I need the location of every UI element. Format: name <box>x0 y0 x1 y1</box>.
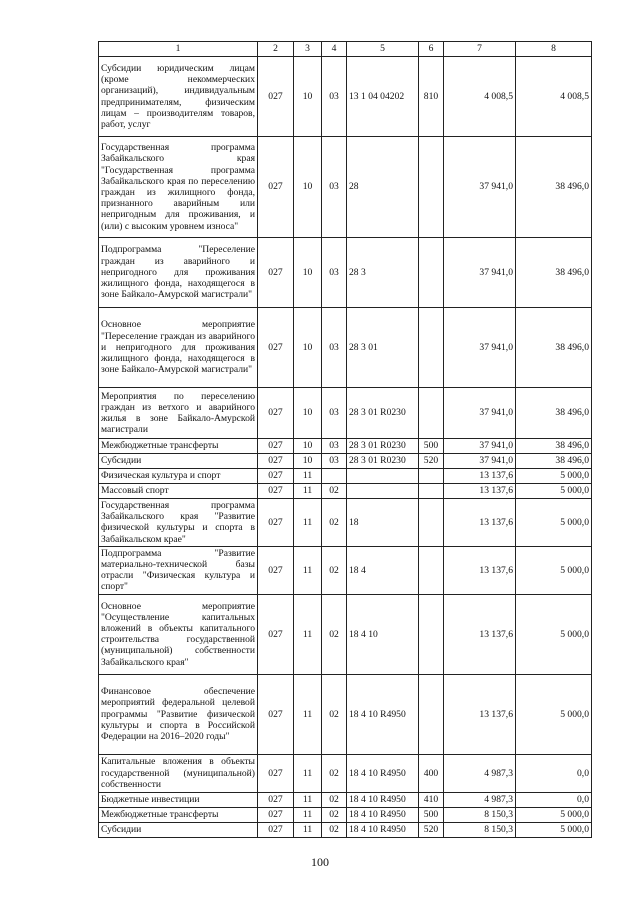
row-vr-code <box>419 388 444 439</box>
row-csr-code: 28 3 <box>347 238 419 308</box>
table-row <box>99 238 592 308</box>
table-row <box>99 594 592 674</box>
row-amount-col7: 4 987,3 <box>444 754 516 792</box>
row-name: Государственная программа Забайкальского края "Государственная программа Забайкальского края по переселению граждан из жилищного фонда, признанного аварийным или непригодным для проживания, и (или) с высоким уровнем износа" <box>99 137 258 238</box>
row-amount-col7: 37 941,0 <box>444 388 516 439</box>
row-pr-code: 03 <box>322 439 347 454</box>
row-csr-code: 18 <box>347 499 419 547</box>
table-row <box>99 469 592 484</box>
table-row <box>99 546 592 594</box>
row-pr-code: 03 <box>322 137 347 238</box>
row-amount-col7: 13 137,6 <box>444 674 516 754</box>
page-number: 100 <box>311 855 329 869</box>
row-name: Физическая культура и спорт <box>99 469 258 484</box>
row-name: Субсидии юридическим лицам (кроме некоммерческих организаций), индивидуальным предпринимателям, физическим лицам – производителям товаров, работ, услуг <box>99 57 258 137</box>
row-amount-col8: 38 496,0 <box>516 137 592 238</box>
row-pr-code <box>322 469 347 484</box>
table-row <box>99 137 592 238</box>
row-csr-code: 28 <box>347 137 419 238</box>
row-pr-code: 02 <box>322 674 347 754</box>
row-name: Подпрограмма "Развитие материально-технической базы отрасли "Физическая культура и спорт" <box>99 546 258 594</box>
header-col-5: 5 <box>347 42 419 57</box>
table-row <box>99 674 592 754</box>
header-col-1: 1 <box>99 42 258 57</box>
header-col-3: 3 <box>294 42 322 57</box>
row-amount-col8: 38 496,0 <box>516 454 592 469</box>
table-row <box>99 388 592 439</box>
table-row <box>99 439 592 454</box>
row-pr-code: 02 <box>322 484 347 499</box>
row-name: Подпрограмма "Переселение граждан из аварийного и непригодного для проживания жилищного фонда, находящегося в зоне Байкало-Амурской магистрали" <box>99 238 258 308</box>
row-gr-code: 027 <box>258 822 294 837</box>
row-vr-code: 500 <box>419 439 444 454</box>
row-amount-col7: 13 137,6 <box>444 469 516 484</box>
row-amount-col7: 13 137,6 <box>444 594 516 674</box>
row-gr-code: 027 <box>258 388 294 439</box>
table-row <box>99 807 592 822</box>
row-pr-code: 03 <box>322 238 347 308</box>
row-name: Основное мероприятие "Переселение граждан из аварийного и непригодного для проживания жилищного фонда, находящегося в зоне Байкало-Амурской магистрали" <box>99 308 258 388</box>
row-csr-code: 13 1 04 04202 <box>347 57 419 137</box>
row-vr-code <box>419 484 444 499</box>
row-rz-code: 10 <box>294 238 322 308</box>
row-vr-code <box>419 674 444 754</box>
row-csr-code: 18 4 10 R4950 <box>347 754 419 792</box>
row-rz-code: 11 <box>294 484 322 499</box>
row-csr-code: 18 4 <box>347 546 419 594</box>
row-rz-code: 11 <box>294 754 322 792</box>
row-csr-code: 18 4 10 R4950 <box>347 792 419 807</box>
row-name: Государственная программа Забайкальского края "Развитие физической культуры и спорта в Забайкальском крае" <box>99 499 258 547</box>
row-name: Межбюджетные трансферты <box>99 807 258 822</box>
row-pr-code: 03 <box>322 454 347 469</box>
row-gr-code: 027 <box>258 499 294 547</box>
row-amount-col8: 0,0 <box>516 754 592 792</box>
row-csr-code: 28 3 01 <box>347 308 419 388</box>
row-amount-col8: 0,0 <box>516 792 592 807</box>
row-rz-code: 11 <box>294 822 322 837</box>
row-pr-code: 02 <box>322 594 347 674</box>
row-gr-code: 027 <box>258 57 294 137</box>
row-rz-code: 11 <box>294 807 322 822</box>
row-gr-code: 027 <box>258 137 294 238</box>
row-csr-code <box>347 469 419 484</box>
row-gr-code: 027 <box>258 484 294 499</box>
header-col-8: 8 <box>516 42 592 57</box>
table-row <box>99 484 592 499</box>
row-gr-code: 027 <box>258 754 294 792</box>
table-row <box>99 57 592 137</box>
row-gr-code: 027 <box>258 792 294 807</box>
row-csr-code <box>347 484 419 499</box>
row-name: Мероприятия по переселению граждан из ветхого и аварийного жилья в зоне Байкало-Амурской магистрали <box>99 388 258 439</box>
row-pr-code: 02 <box>322 754 347 792</box>
row-csr-code: 18 4 10 R4950 <box>347 807 419 822</box>
row-pr-code: 03 <box>322 57 347 137</box>
row-rz-code: 11 <box>294 499 322 547</box>
row-gr-code: 027 <box>258 594 294 674</box>
header-col-7: 7 <box>444 42 516 57</box>
row-name: Финансовое обеспечение мероприятий федеральной целевой программы "Развитие физической культуры и спорта в Российской Федерации на 2016–2020 годы" <box>99 674 258 754</box>
row-amount-col8: 4 008,5 <box>516 57 592 137</box>
row-amount-col7: 13 137,6 <box>444 546 516 594</box>
row-amount-col7: 13 137,6 <box>444 499 516 547</box>
row-pr-code: 02 <box>322 499 347 547</box>
row-vr-code: 810 <box>419 57 444 137</box>
row-vr-code <box>419 137 444 238</box>
row-vr-code: 400 <box>419 754 444 792</box>
row-name: Капитальные вложения в объекты государственной (муниципальной) собственности <box>99 754 258 792</box>
row-amount-col8: 38 496,0 <box>516 439 592 454</box>
row-vr-code: 500 <box>419 807 444 822</box>
table-header-row <box>99 42 592 57</box>
row-rz-code: 11 <box>294 594 322 674</box>
row-amount-col8: 5 000,0 <box>516 499 592 547</box>
row-pr-code: 02 <box>322 546 347 594</box>
row-amount-col8: 5 000,0 <box>516 469 592 484</box>
row-gr-code: 027 <box>258 807 294 822</box>
row-amount-col7: 37 941,0 <box>444 308 516 388</box>
row-gr-code: 027 <box>258 469 294 484</box>
row-rz-code: 10 <box>294 388 322 439</box>
row-gr-code: 027 <box>258 439 294 454</box>
table-row <box>99 454 592 469</box>
table-row <box>99 822 592 837</box>
row-csr-code: 28 3 01 R0230 <box>347 454 419 469</box>
row-amount-col8: 5 000,0 <box>516 807 592 822</box>
row-vr-code: 520 <box>419 454 444 469</box>
row-amount-col7: 4 987,3 <box>444 792 516 807</box>
row-amount-col7: 13 137,6 <box>444 484 516 499</box>
row-pr-code: 02 <box>322 822 347 837</box>
row-pr-code: 03 <box>322 388 347 439</box>
row-amount-col7: 8 150,3 <box>444 822 516 837</box>
row-amount-col8: 5 000,0 <box>516 822 592 837</box>
header-col-2: 2 <box>258 42 294 57</box>
row-name: Бюджетные инвестиции <box>99 792 258 807</box>
row-pr-code: 02 <box>322 792 347 807</box>
row-vr-code <box>419 546 444 594</box>
row-amount-col8: 5 000,0 <box>516 674 592 754</box>
row-vr-code <box>419 469 444 484</box>
row-amount-col7: 4 008,5 <box>444 57 516 137</box>
row-gr-code: 027 <box>258 238 294 308</box>
row-pr-code: 03 <box>322 308 347 388</box>
row-csr-code: 18 4 10 R4950 <box>347 674 419 754</box>
table-row <box>99 308 592 388</box>
row-vr-code: 410 <box>419 792 444 807</box>
row-amount-col7: 37 941,0 <box>444 439 516 454</box>
row-pr-code: 02 <box>322 807 347 822</box>
header-col-6: 6 <box>419 42 444 57</box>
row-name: Массовый спорт <box>99 484 258 499</box>
row-rz-code: 11 <box>294 546 322 594</box>
row-amount-col7: 37 941,0 <box>444 454 516 469</box>
table-row <box>99 754 592 792</box>
row-amount-col8: 5 000,0 <box>516 594 592 674</box>
row-name: Субсидии <box>99 454 258 469</box>
budget-table <box>98 41 592 838</box>
row-csr-code: 28 3 01 R0230 <box>347 439 419 454</box>
row-rz-code: 10 <box>294 439 322 454</box>
row-gr-code: 027 <box>258 308 294 388</box>
table-row <box>99 499 592 547</box>
row-amount-col8: 38 496,0 <box>516 308 592 388</box>
row-name: Основное мероприятие "Осуществление капитальных вложений в объекты капитального строительства государственной (муниципальной) собственности Забайкальского края" <box>99 594 258 674</box>
row-amount-col8: 38 496,0 <box>516 238 592 308</box>
row-name: Межбюджетные трансферты <box>99 439 258 454</box>
row-csr-code: 28 3 01 R0230 <box>347 388 419 439</box>
table-body <box>99 57 592 838</box>
row-rz-code: 10 <box>294 308 322 388</box>
row-vr-code <box>419 499 444 547</box>
row-amount-col8: 38 496,0 <box>516 388 592 439</box>
row-rz-code: 11 <box>294 469 322 484</box>
row-name: Субсидии <box>99 822 258 837</box>
row-amount-col7: 8 150,3 <box>444 807 516 822</box>
row-amount-col8: 5 000,0 <box>516 546 592 594</box>
row-vr-code <box>419 238 444 308</box>
row-rz-code: 11 <box>294 792 322 807</box>
row-csr-code: 18 4 10 R4950 <box>347 822 419 837</box>
row-rz-code: 10 <box>294 137 322 238</box>
row-vr-code: 520 <box>419 822 444 837</box>
row-amount-col7: 37 941,0 <box>444 238 516 308</box>
row-vr-code <box>419 308 444 388</box>
row-gr-code: 027 <box>258 674 294 754</box>
table-row <box>99 792 592 807</box>
row-rz-code: 11 <box>294 674 322 754</box>
row-gr-code: 027 <box>258 546 294 594</box>
row-amount-col7: 37 941,0 <box>444 137 516 238</box>
row-csr-code: 18 4 10 <box>347 594 419 674</box>
row-vr-code <box>419 594 444 674</box>
row-gr-code: 027 <box>258 454 294 469</box>
row-amount-col8: 5 000,0 <box>516 484 592 499</box>
row-rz-code: 10 <box>294 57 322 137</box>
header-col-4: 4 <box>322 42 347 57</box>
row-rz-code: 10 <box>294 454 322 469</box>
